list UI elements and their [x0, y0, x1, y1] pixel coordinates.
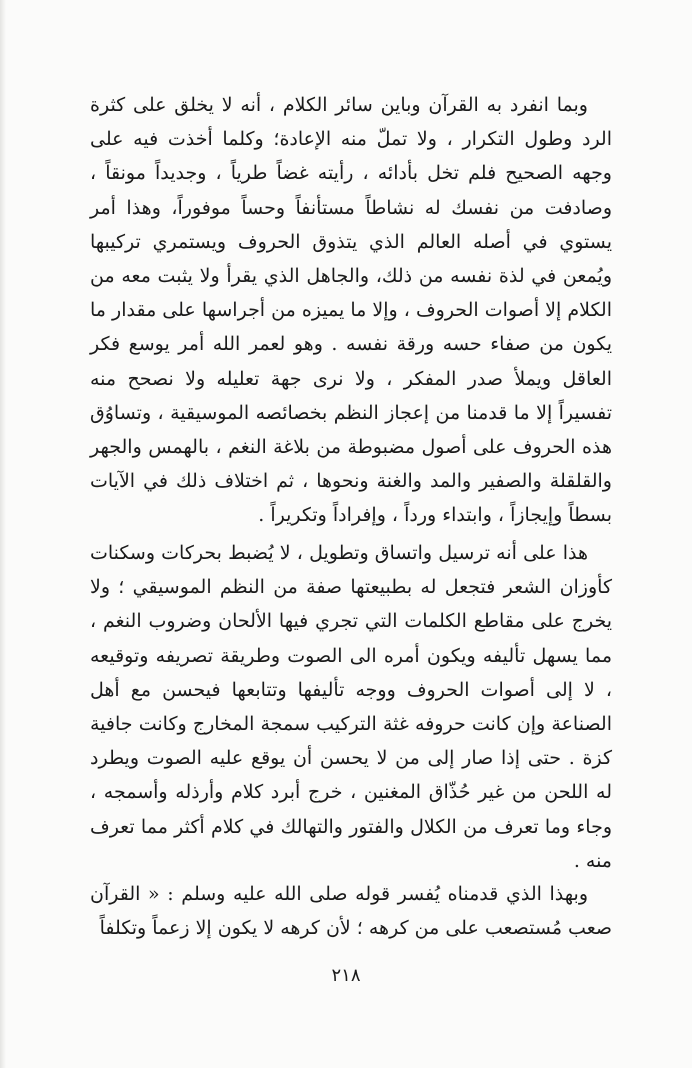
paragraph-2-text: هذا على أنه ترسيل واتساق وتطويل ، لا يُضبط بحركات وسكنات كأوزان الشعر فتجعل له بطبيعتها صفة من النظم الموسيقي ؛ ولا يخرج على مقاطع الكلمات التي تجري فيها الألحان وضروب النغم ، مما يسهل تأليفه ويكون أمره الى الصوت وطريقة تصريفه وتوقيعه ، لا إلى أصوات الحروف ووجه تأليفها وتتابعها فيحسن مع أهل الصناعة وإن كانت حروفه غثة التركيب سمجة المخارج وكانت جافية كزة . حتى إذا صار إلى من لا يحسن أن يوقع عليه الصوت ويطرد له اللحن من غير حُذّاق المغنين ، خرج أبرد كلام وأرذله وأسمجه ، وجاء وما تعرف من الكلال والفتور والتهالك في كلام أكثر مما تعرف منه .	[90, 542, 612, 872]
paragraph-3	[90, 877, 612, 945]
page-number: ٢١٨	[331, 965, 361, 986]
page-edge-shadow	[0, 0, 6, 1068]
paragraph-2	[90, 536, 612, 878]
paragraph-1-text: وبما انفرد به القرآن وباين سائر الكلام ، أنه لا يخلق على كثرة الرد وطول التكرار ، ولا تملّ منه الإعادة؛ وكلما أخذت فيه على وجهه الصحيح فلم تخل بأدائه ، رأيته غضاً طرياً ، وجديداً مونقاً ، وصادفت من نفسك له نشاطاً مستأنفاً وحساً موفوراً، وهذا أمر يستوي في أصله العالم الذي يتذوق الحروف ويستمري تركيبها ويُمعن في لذة نفسه من ذلك، والجاهل الذي يقرأ ولا يثبت معه من الكلام إلا أصوات الحروف ، وإلا ما يميزه من أجراسها على مقدار ما يكون من صفاء حسه ورقة نفسه . وهو لعمر الله أمر يوسع فكر العاقل ويملأ صدر المفكر ، ولا نرى جهة تعليله ولا نصحح منه تفسيراً إلا ما قدمنا من إعجاز النظم بخصائصه الموسيقية ، وتساوُق هذه الحروف على أصول مضبوطة من بلاغة النغم ، بالهمس والجهر والقلقلة والصفير والمد والغنة ونحوها ، ثم اختلاف ذلك في الآيات بسطاً وإيجازاً ، وابتداء ورداً ، وإفراداً وتكريراً .	[90, 94, 612, 527]
paragraph-3-text: وبهذا الذي قدمناه يُفسر قوله صلى الله عليه وسلم : « القرآن صعب مُستصعب على من كرهه ؛ لأن كرهه لا يكون إلا زعماً وتكلفاً	[90, 883, 612, 940]
paragraph-1	[90, 88, 612, 533]
